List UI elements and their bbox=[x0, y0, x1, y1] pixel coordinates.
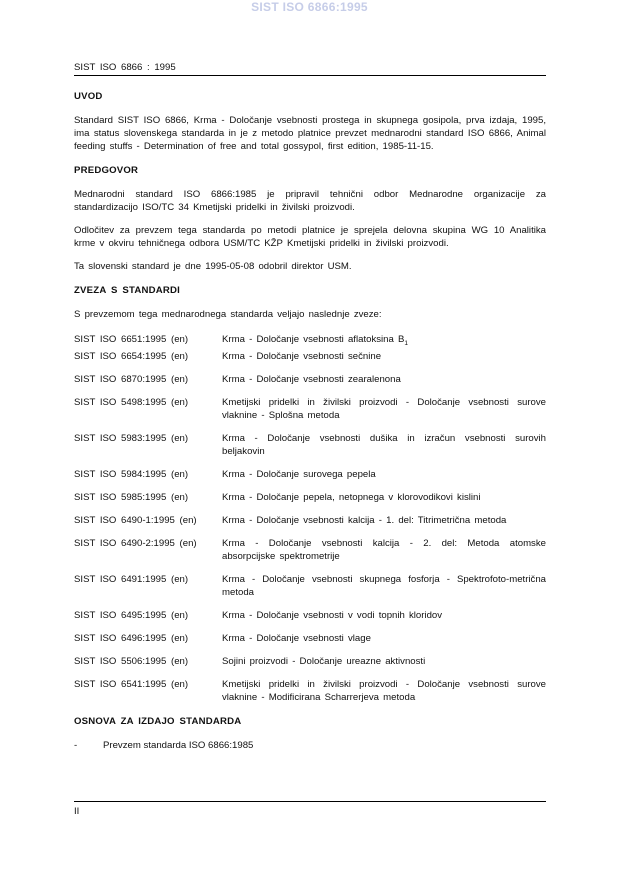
predgovor-paragraph: Odločitev za prevzem tega standarda po metodi platnice je sprejela delovna skupina WG 10 Analitika krme v okviru tehničnega odbora USM/TC KŽP Kmetijski pridelki in živilski proizvodi. bbox=[74, 225, 546, 249]
standard-row bbox=[74, 655, 546, 668]
standard-row bbox=[74, 468, 546, 481]
standard-row bbox=[74, 573, 546, 599]
standard-description: Krma - Določanje pepela, netopnega v klorovodikovi kislini bbox=[222, 491, 481, 503]
standard-description: Krma - Določanje vsebnosti sečnine bbox=[222, 350, 382, 362]
standard-row bbox=[74, 632, 546, 645]
standard-code: SIST ISO 6496:1995 (en) bbox=[74, 632, 189, 644]
standard-code: SIST ISO 6870:1995 (en) bbox=[74, 373, 189, 385]
watermark: SIST ISO 6866:1995 bbox=[251, 0, 368, 14]
standard-row bbox=[74, 678, 546, 704]
standard-code: SIST ISO 5984:1995 (en) bbox=[74, 468, 189, 480]
standard-code: SIST ISO 6490-1:1995 (en) bbox=[74, 514, 197, 526]
standard-description: Sojini proizvodi - Določanje ureazne aktivnosti bbox=[222, 655, 426, 667]
standards-list bbox=[74, 333, 546, 704]
list-item-text: Prevzem standarda ISO 6866:1985 bbox=[103, 739, 254, 751]
standard-code: SIST ISO 5983:1995 (en) bbox=[74, 432, 189, 444]
zveza-intro: S prevzemom tega mednarodnega standarda veljajo naslednje zveze: bbox=[74, 309, 382, 320]
standard-description: Kmetijski pridelki in živilski proizvodi - Določanje vsebnosti surove vlaknine - Modificirana Scharrerjeva metoda bbox=[222, 678, 546, 703]
standard-row bbox=[74, 373, 546, 386]
standard-description: Krma - Določanje vsebnosti dušika in izračun vsebnosti surovih beljakovin bbox=[222, 432, 546, 457]
section-title-zveza: ZVEZA S STANDARDI bbox=[74, 285, 181, 296]
standard-code: SIST ISO 6651:1995 (en) bbox=[74, 334, 189, 345]
standard-description: Krma - Določanje vsebnosti kalcija - 1. del: Titrimetrična metoda bbox=[222, 514, 507, 526]
standard-description: Krma - Določanje vsebnosti skupnega fosforja - Spektrofoto-metrična metoda bbox=[222, 573, 546, 598]
standard-description bbox=[222, 333, 546, 350]
standard-description: Krma - Določanje surovega pepela bbox=[222, 468, 376, 480]
standard-row bbox=[74, 350, 546, 363]
standard-row bbox=[74, 609, 546, 622]
standard-description: Krma - Določanje vsebnosti zearalenona bbox=[222, 373, 401, 385]
page-number: II bbox=[74, 806, 80, 817]
standard-row bbox=[74, 514, 546, 527]
predgovor-paragraph: Ta slovenski standard je dne 1995-05-08 odobril direktor USM. bbox=[74, 261, 352, 272]
standard-code: SIST ISO 6495:1995 (en) bbox=[74, 609, 189, 621]
standard-code: SIST ISO 6490-2:1995 (en) bbox=[74, 537, 197, 549]
subscript: 1 bbox=[404, 339, 409, 347]
section-title-osnova: OSNOVA ZA IZDAJO STANDARDA bbox=[74, 715, 242, 727]
uvod-text: Standard SIST ISO 6866, Krma - Določanje vsebnosti prostega in skupnega gosipola, prva izdaja, 1995, ima status slovenskega standarda in je z metodo platnice prevzet mednarodni standard ISO 6866, Animal feeding stuffs - Determination of free and total gossypol, first edition, 1985-11-15. bbox=[74, 115, 546, 152]
standard-code: SIST ISO 6654:1995 (en) bbox=[74, 350, 189, 362]
page-content bbox=[74, 91, 546, 752]
section-title-uvod: UVOD bbox=[74, 91, 103, 102]
standard-description: Krma - Določanje vsebnosti v vodi topnih kloridov bbox=[222, 609, 443, 621]
standard-description: Krma - Določanje vsebnosti kalcija - 2. del: Metoda atomske absorpcijske spektrometrije bbox=[222, 537, 546, 562]
document-header: SIST ISO 6866 : 1995 bbox=[74, 62, 176, 73]
standard-code: SIST ISO 5985:1995 (en) bbox=[74, 491, 189, 503]
standard-code: SIST ISO 6541:1995 (en) bbox=[74, 678, 189, 690]
standard-row bbox=[74, 396, 546, 422]
list-item bbox=[74, 739, 546, 752]
standard-rows bbox=[74, 350, 546, 704]
standard-description: Kmetijski pridelki in živilski proizvodi - Določanje vsebnosti surove vlaknine - Splošna metoda bbox=[222, 396, 546, 421]
standard-description-text: Krma - Določanje vsebnosti aflatoksina B bbox=[222, 334, 405, 345]
predgovor-paragraph: Mednarodni standard ISO 6866:1985 je pripravil tehnični odbor Mednarodne organizacije za standardizacijo ISO/TC 34 Kmetijski pridelki in živilski proizvodi. bbox=[74, 189, 546, 213]
standard-description: Krma - Določanje vsebnosti vlage bbox=[222, 632, 371, 644]
standard-code: SIST ISO 5498:1995 (en) bbox=[74, 396, 189, 408]
standard-row bbox=[74, 537, 546, 563]
standard-row bbox=[74, 333, 546, 350]
list-dash: - bbox=[74, 739, 78, 751]
section-title-predgovor: PREDGOVOR bbox=[74, 165, 139, 176]
standard-code: SIST ISO 5506:1995 (en) bbox=[74, 655, 189, 667]
header-rule bbox=[74, 75, 546, 76]
standard-row bbox=[74, 432, 546, 458]
standard-code: SIST ISO 6491:1995 (en) bbox=[74, 573, 189, 585]
standard-row bbox=[74, 491, 546, 504]
footer-rule bbox=[74, 801, 546, 802]
